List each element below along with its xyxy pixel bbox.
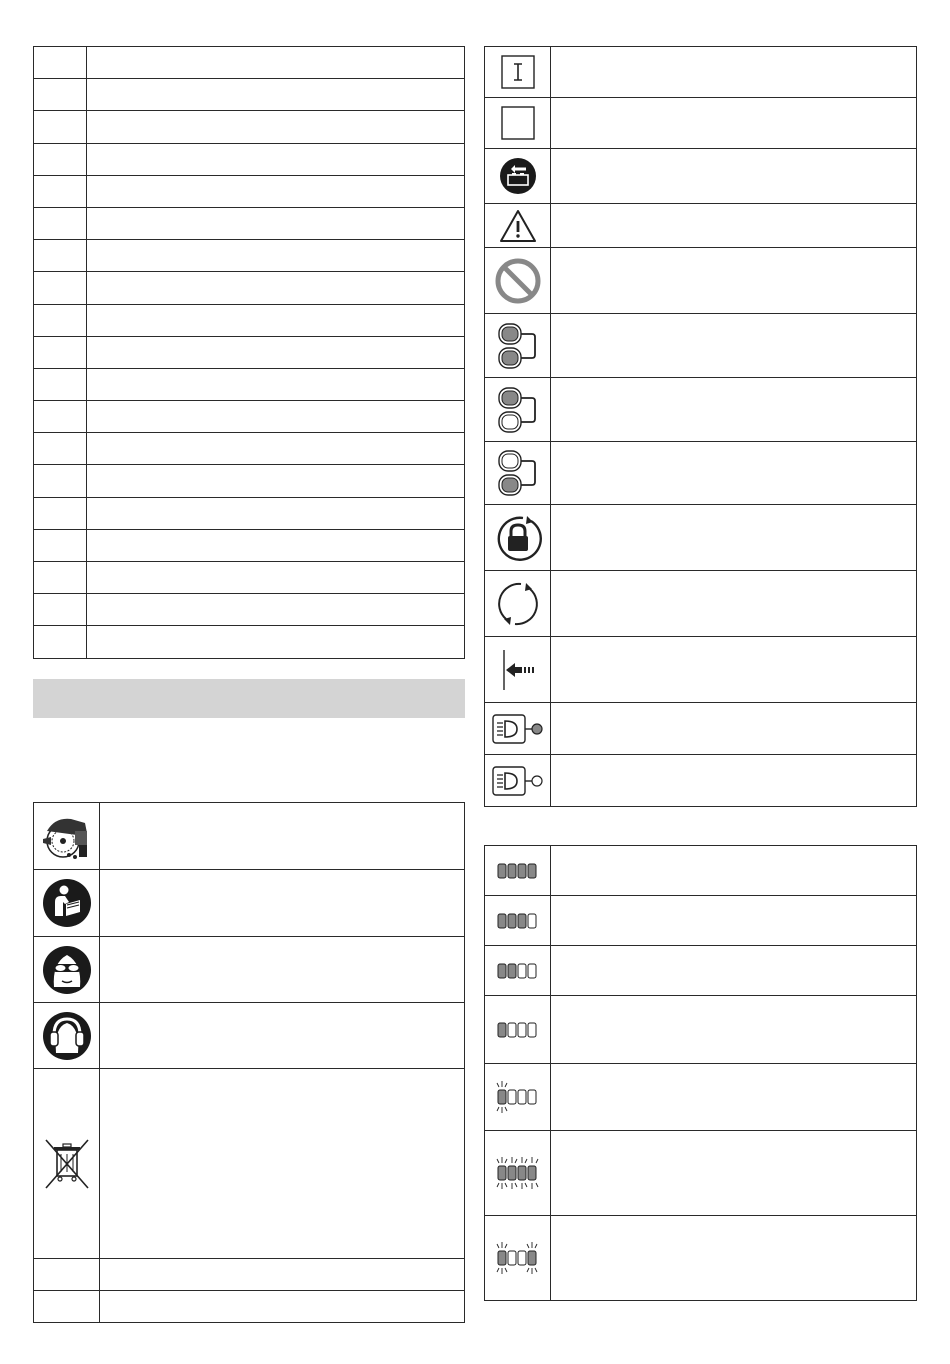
symbol-icon-cell [485,314,551,378]
battery-indicator-table [484,845,917,1301]
symbol-row [485,47,917,98]
part-description-cell [87,304,465,336]
battery-description [551,846,917,896]
parts-row [34,143,465,175]
symbol-icon-cell [485,896,551,946]
parts-row [34,401,465,433]
both-buttons-pressed-icon [496,321,540,371]
part-description-cell [87,626,465,658]
part-number-cell [34,336,87,368]
symbol-icon-cell [485,755,551,807]
symbol-icon-cell [485,248,551,314]
symbol-row [485,442,917,505]
part-number-cell [34,304,87,336]
symbol-description [551,98,917,149]
part-description-cell [87,336,465,368]
section-heading-bar [33,679,465,718]
battery-description [551,946,917,996]
part-description-cell [87,433,465,465]
parts-row [34,594,465,626]
part-description-cell [87,465,465,497]
symbol-icon-cell [485,703,551,755]
symbol-icon-cell [485,1216,551,1301]
left-symbols-table [33,802,465,1323]
hearing-protection-icon [42,1011,92,1061]
symbol-icon-cell [485,505,551,571]
part-number-cell [34,594,87,626]
symbol-icon-cell [485,996,551,1064]
part-number-cell [34,272,87,304]
part-number-cell [34,175,87,207]
symbol-row [485,755,917,807]
symbol-row [34,870,465,937]
part-description-cell [87,143,465,175]
parts-row [34,207,465,239]
part-description-cell [87,207,465,239]
part-number-cell [34,207,87,239]
battery-description [551,896,917,946]
symbol-description [551,149,917,204]
symbol-row [34,1069,465,1259]
battery-row [485,996,917,1064]
battery-release-icon [499,157,537,195]
part-number-cell [34,143,87,175]
battery-description [551,996,917,1064]
part-description-cell [87,594,465,626]
part-description-cell [87,111,465,143]
battery-all-blinking-icon [495,1155,541,1191]
part-description-cell [87,175,465,207]
parts-row [34,240,465,272]
symbol-icon-cell [485,1064,551,1131]
parts-list-table [33,46,465,659]
battery-description [551,1131,917,1216]
right-symbols-table [484,46,917,807]
symbol-row [34,1259,465,1291]
parts-row [34,433,465,465]
symbol-icon-cell [485,571,551,637]
part-description-cell [87,368,465,400]
parts-row [34,529,465,561]
symbol-row [34,803,465,870]
top-button-pressed-icon [496,385,540,435]
part-number-cell [34,497,87,529]
symbol-row [485,505,917,571]
battery-1-bar-icon [496,1020,540,1040]
parts-row [34,336,465,368]
symbol-icon-cell [34,1069,100,1259]
battery-row [485,1216,917,1301]
symbol-icon-cell [34,870,100,937]
part-description-cell [87,272,465,304]
parts-row [34,304,465,336]
part-number-cell [34,529,87,561]
symbol-icon-cell [485,98,551,149]
symbol-description [551,248,917,314]
part-number-cell [34,368,87,400]
symbol-icon-cell [485,378,551,442]
part-number-cell [34,240,87,272]
part-number-cell [34,401,87,433]
parts-row [34,562,465,594]
part-number-cell [34,111,87,143]
symbol-description [551,637,917,703]
symbol-description [100,803,465,870]
crossed-out-bin-icon [42,1138,92,1190]
eye-protection-icon [42,945,92,995]
read-manual-icon [42,878,92,928]
battery-3-bars-icon [496,911,540,931]
symbol-row [485,314,917,378]
symbol-description [551,703,917,755]
battery-row [485,1131,917,1216]
symbol-icon-cell [485,442,551,505]
part-number-cell [34,433,87,465]
circular-saw-icon [41,809,93,863]
part-description-cell [87,79,465,111]
symbol-description [551,47,917,98]
bottom-button-pressed-icon [496,448,540,498]
symbol-description [100,1259,465,1291]
symbol-row [485,378,917,442]
part-description-cell [87,240,465,272]
part-description-cell [87,497,465,529]
battery-row [485,1064,917,1131]
symbol-row [485,98,917,149]
symbol-row [485,637,917,703]
symbol-description [551,755,917,807]
symbol-row [34,1003,465,1069]
lock-rotate-icon [493,513,543,563]
parts-row [34,47,465,79]
parts-row [34,626,465,658]
symbol-icon-cell [485,149,551,204]
battery-row [485,896,917,946]
battery-description [551,1064,917,1131]
symbol-description [100,870,465,937]
symbol-icon-cell [34,1291,100,1323]
symbol-row [34,1291,465,1323]
battery-row [485,846,917,896]
battery-outer-blinking-icon [495,1240,541,1276]
battery-2-bars-icon [496,961,540,981]
light-off-icon [491,764,545,798]
part-description-cell [87,401,465,433]
symbol-icon-cell [34,1259,100,1291]
symbol-icon-cell [485,846,551,896]
battery-4-bars-icon [496,861,540,881]
push-in-arrow-icon [498,645,538,695]
symbol-icon-cell [34,803,100,870]
symbol-description [100,1291,465,1323]
symbol-icon-cell [485,946,551,996]
symbol-row [485,703,917,755]
symbol-icon-cell [34,937,100,1003]
part-description-cell [87,47,465,79]
symbol-row [485,248,917,314]
power-off-symbol-icon [500,105,536,141]
symbol-description [551,204,917,248]
symbol-row [485,204,917,248]
symbol-description [551,505,917,571]
symbol-description [100,937,465,1003]
symbol-description [100,1069,465,1259]
rotate-arrows-icon [493,579,543,629]
battery-description [551,1216,917,1301]
parts-row [34,465,465,497]
part-number-cell [34,79,87,111]
parts-row [34,175,465,207]
parts-row [34,79,465,111]
symbol-description [100,1003,465,1069]
battery-1-bar-blinking-icon [496,1079,540,1115]
symbol-description [551,314,917,378]
parts-row [34,111,465,143]
part-number-cell [34,626,87,658]
symbol-row [485,571,917,637]
part-number-cell [34,47,87,79]
symbol-icon-cell [34,1003,100,1069]
part-description-cell [87,529,465,561]
prohibition-icon [494,257,542,305]
warning-triangle-icon [499,209,537,243]
part-description-cell [87,562,465,594]
light-on-icon [491,712,545,746]
symbol-row [485,149,917,204]
battery-row [485,946,917,996]
symbol-icon-cell [485,47,551,98]
parts-row [34,272,465,304]
power-on-symbol-icon [500,54,536,90]
part-number-cell [34,465,87,497]
parts-row [34,368,465,400]
symbol-row [34,937,465,1003]
symbol-icon-cell [485,204,551,248]
symbol-description [551,571,917,637]
symbol-icon-cell [485,637,551,703]
symbol-icon-cell [485,1131,551,1216]
symbol-description [551,442,917,505]
part-number-cell [34,562,87,594]
symbol-description [551,378,917,442]
parts-row [34,497,465,529]
